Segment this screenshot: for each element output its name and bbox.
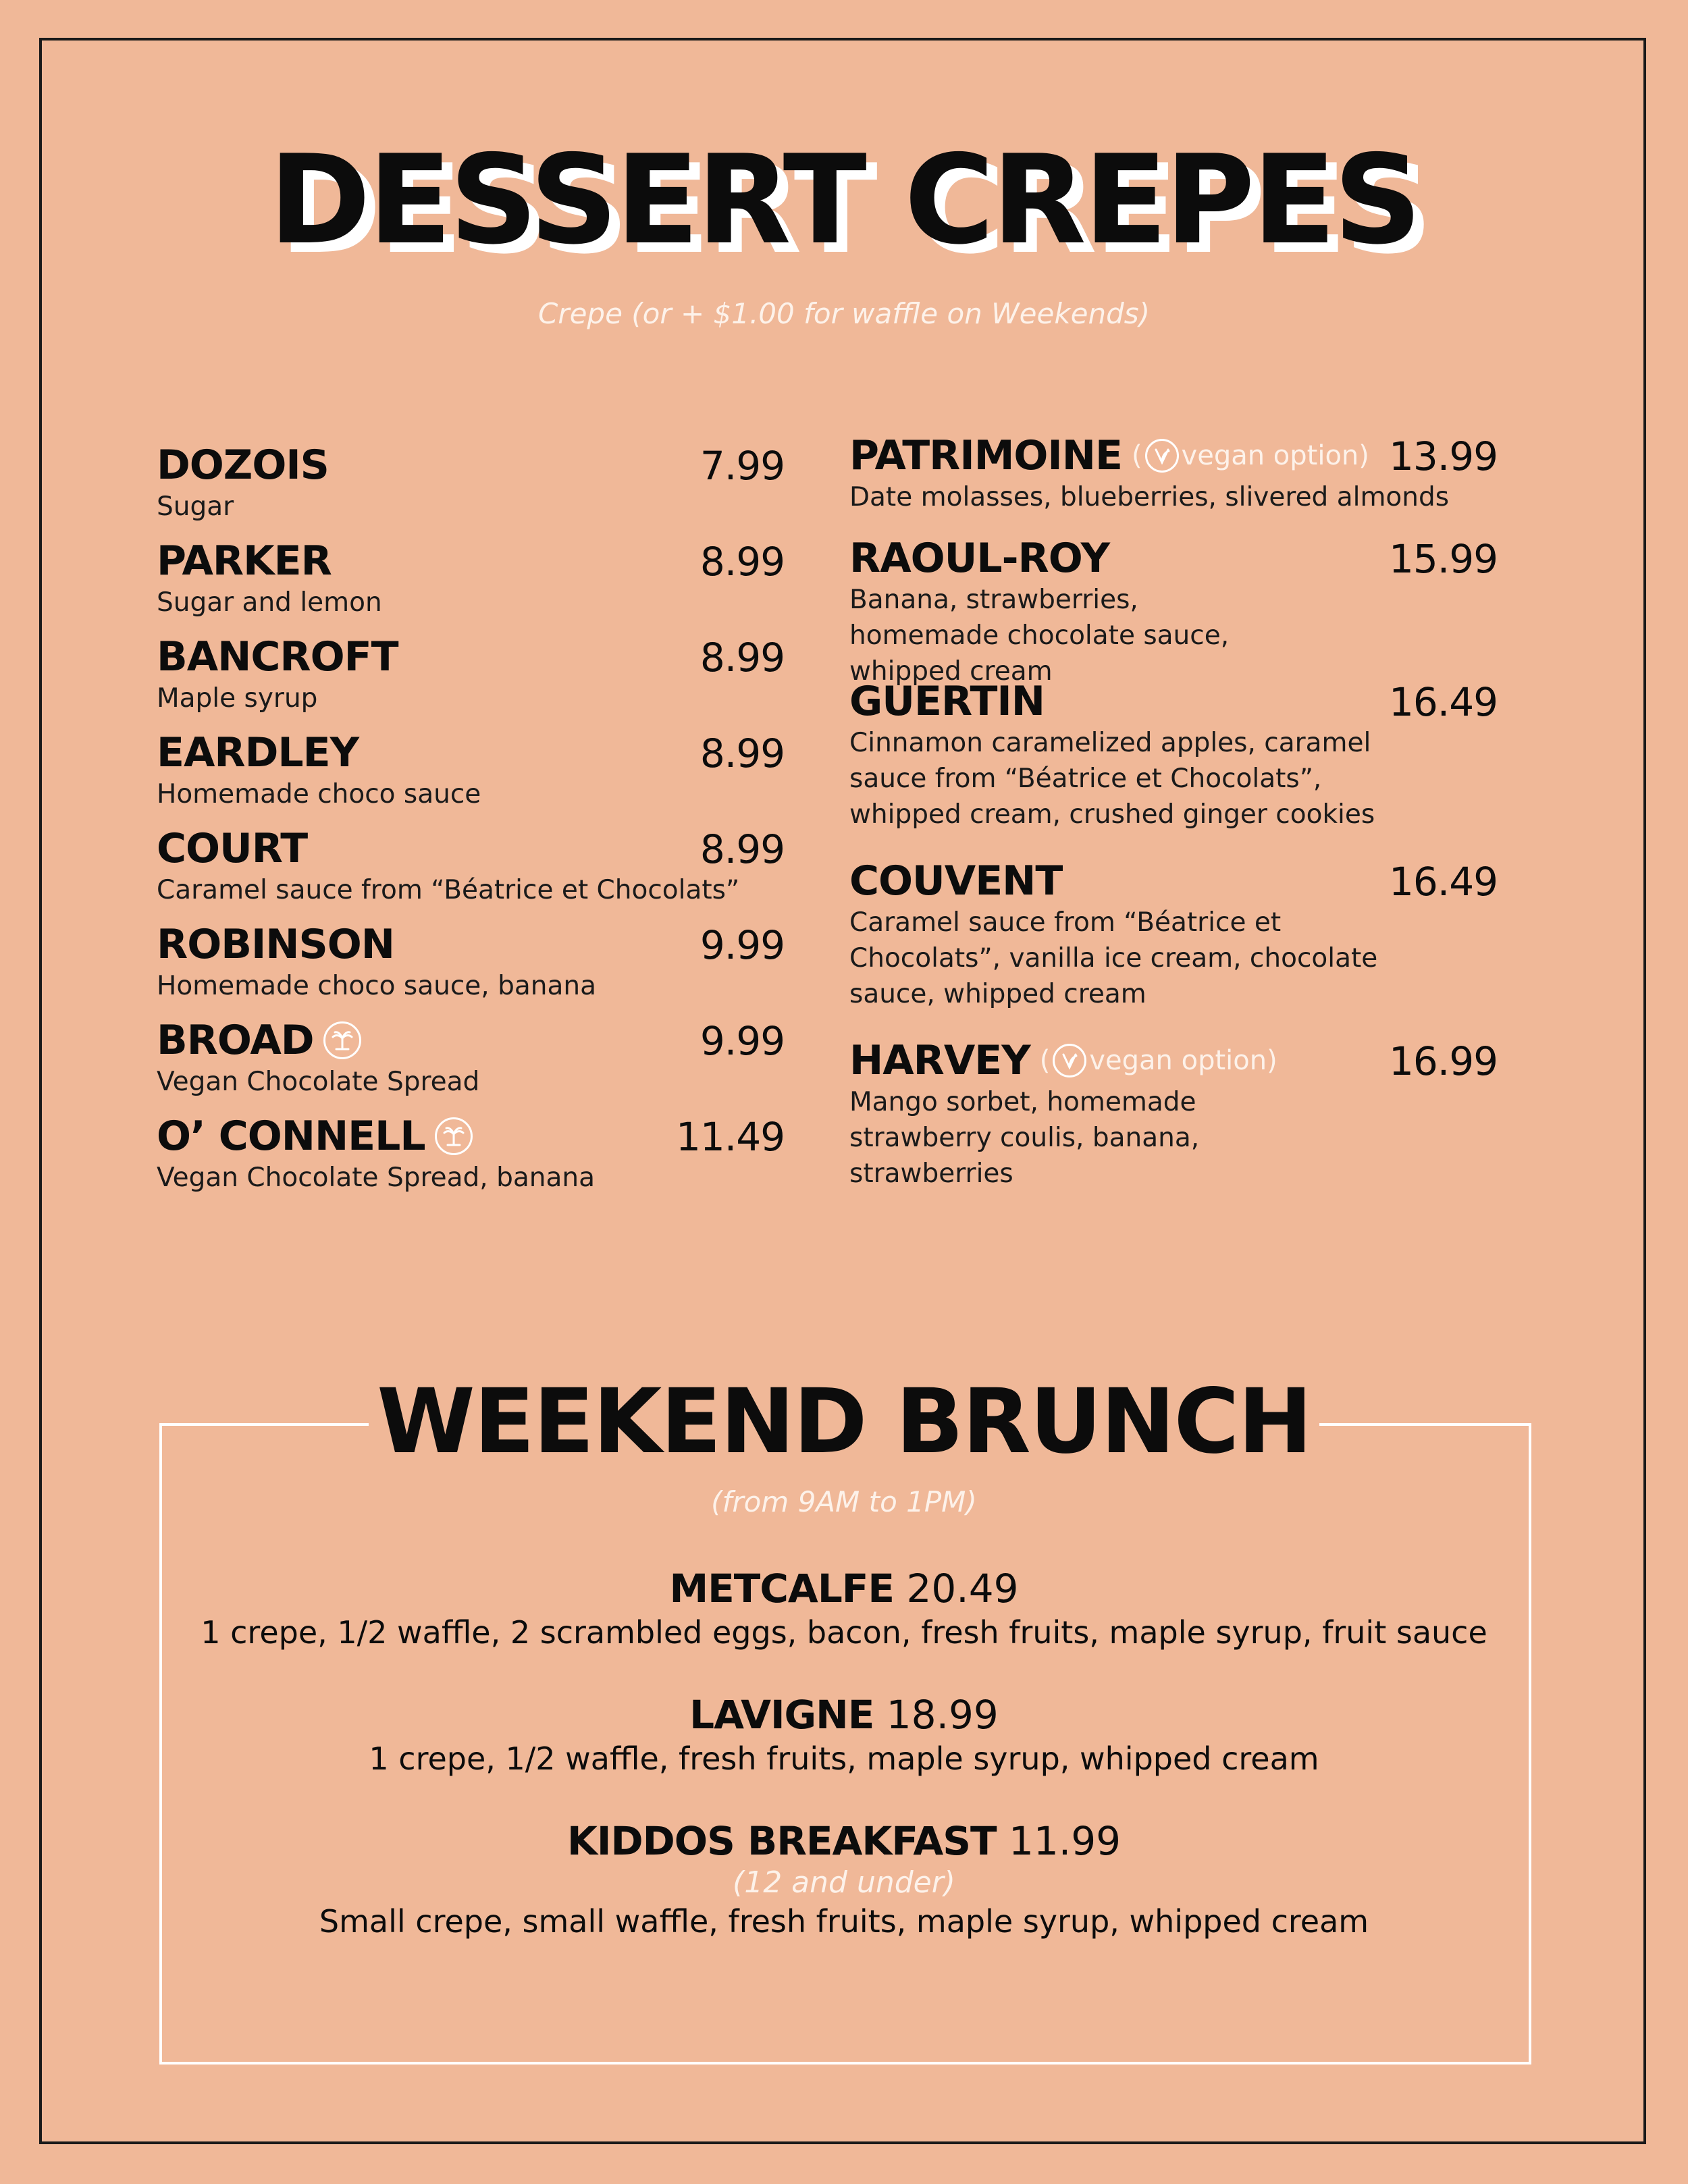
brunch-item-description: 1 crepe, 1/2 waffle, fresh fruits, maple syrup, whipped cream — [369, 1740, 1319, 1777]
item-price: 8.99 — [700, 730, 785, 776]
item-price: 16.49 — [1388, 859, 1498, 905]
item-description: Sugar — [157, 491, 234, 522]
item-price: 8.99 — [700, 539, 785, 585]
item-price: 11.49 — [675, 1114, 785, 1160]
item-description: Homemade choco sauce, banana — [157, 971, 596, 1001]
menu-left-column — [157, 439, 785, 1206]
item-name: BROAD — [157, 1017, 314, 1064]
item-description: Cinnamon caramelized apples, caramel sauce from “Béatrice et Chocolats”, whipped cream, crushed ginger cookies — [849, 728, 1375, 830]
item-name: BANCROFT — [157, 633, 398, 681]
item-name: COUVENT — [849, 857, 1063, 905]
brunch-item-metcalfe — [0, 1565, 1688, 1653]
item-name-row — [157, 1113, 473, 1160]
vegan-option-label: vegan option — [1181, 440, 1359, 471]
menu-item-dozois — [157, 439, 785, 535]
item-description: Vegan Chocolate Spread — [157, 1067, 480, 1097]
menu-item-court — [157, 822, 785, 918]
item-description: Sugar and lemon — [157, 587, 382, 618]
item-price: 13.99 — [1388, 433, 1498, 479]
item-name: PATRIMOINE — [849, 432, 1122, 479]
vegan-leaf-icon — [1145, 439, 1179, 473]
menu-item-couvent — [849, 855, 1498, 1034]
item-name: ROBINSON — [157, 921, 394, 968]
brunch-item-price: 20.49 — [906, 1566, 1019, 1612]
vegan-option-tag: ( vegan option ) — [1131, 440, 1369, 471]
item-description: Homemade choco sauce — [157, 779, 481, 809]
vegan-leaf-icon — [1053, 1044, 1086, 1077]
brunch-item-kiddos-breakfast — [0, 1817, 1688, 1942]
menu-item-parker — [157, 535, 785, 631]
item-description: Vegan Chocolate Spread, banana — [157, 1163, 595, 1193]
brunch-item-price: 18.99 — [886, 1692, 999, 1738]
item-price: 16.49 — [1388, 679, 1498, 725]
brunch-title-text: WEEKEND BRUNCH — [369, 1370, 1319, 1474]
item-description: Banana, strawberries, homemade chocolate sauce, whipped cream — [849, 585, 1230, 687]
menu-item-broad — [157, 1014, 785, 1110]
item-name: GUERTIN — [849, 678, 1045, 725]
item-price: 9.99 — [700, 1018, 785, 1064]
menu-item-raoul-roy — [849, 532, 1498, 687]
menu-right-column — [849, 429, 1498, 1189]
menu-item-guertin — [849, 675, 1498, 855]
item-description: Maple syrup — [157, 683, 318, 714]
item-name: DOZOIS — [157, 442, 329, 489]
palm-tree-icon — [435, 1117, 473, 1155]
item-name: PARKER — [157, 537, 332, 585]
item-name: COURT — [157, 825, 308, 872]
item-description: Caramel sauce from “Béatrice et Chocolats” — [157, 875, 740, 905]
item-name: O’ CONNELL — [157, 1113, 425, 1160]
palm-tree-icon — [323, 1021, 361, 1059]
item-name: RAOUL-ROY — [849, 535, 1110, 582]
menu-item-oconnell — [157, 1110, 785, 1206]
brunch-item-price: 11.99 — [1008, 1818, 1122, 1864]
page-title: DESSERT CREPES — [268, 128, 1419, 271]
page-subtitle: Crepe (or + $1.00 for waffle on Weekends) — [537, 297, 1151, 330]
brunch-subtitle: (from 9AM to 1PM) — [711, 1485, 977, 1518]
menu-item-bancroft — [157, 631, 785, 726]
menu-item-patrimoine — [849, 429, 1498, 532]
item-name-row — [157, 1017, 361, 1064]
menu-item-harvey — [849, 1034, 1498, 1189]
item-price: 16.99 — [1388, 1038, 1498, 1084]
brunch-item-name: METCALFE — [669, 1566, 895, 1612]
item-description: Mango sorbet, homemade strawberry coulis, banana, strawberries — [849, 1087, 1200, 1189]
brunch-item-description: 1 crepe, 1/2 waffle, 2 scrambled eggs, bacon, fresh fruits, maple syrup, fruit sauce — [201, 1614, 1487, 1651]
brunch-item-lavigne — [0, 1691, 1688, 1779]
brunch-item-note: (12 and under) — [733, 1865, 955, 1900]
item-name-row — [849, 1037, 1277, 1084]
menu-item-robinson — [157, 918, 785, 1014]
item-name-row — [849, 432, 1369, 479]
item-price: 7.99 — [700, 443, 785, 489]
item-name: HARVEY — [849, 1037, 1030, 1084]
item-description: Caramel sauce from “Béatrice et Chocolats”, vanilla ice cream, chocolate sauce, whipped cream — [849, 907, 1378, 1009]
brunch-item-name: KIDDOS BREAKFAST — [566, 1818, 997, 1864]
item-price: 9.99 — [700, 922, 785, 968]
vegan-option-label: vegan option — [1089, 1045, 1267, 1076]
vegan-option-tag: ( vegan option ) — [1039, 1045, 1277, 1076]
item-price: 8.99 — [700, 826, 785, 872]
item-price: 15.99 — [1388, 536, 1498, 582]
item-description: Date molasses, blueberries, slivered almonds — [849, 482, 1450, 512]
item-price: 8.99 — [700, 635, 785, 681]
item-name: EARDLEY — [157, 729, 359, 776]
brunch-title — [0, 1370, 1688, 1474]
menu-item-eardley — [157, 726, 785, 822]
brunch-item-description: Small crepe, small waffle, fresh fruits, maple syrup, whipped cream — [319, 1903, 1369, 1940]
brunch-item-name: LAVIGNE — [689, 1692, 874, 1738]
